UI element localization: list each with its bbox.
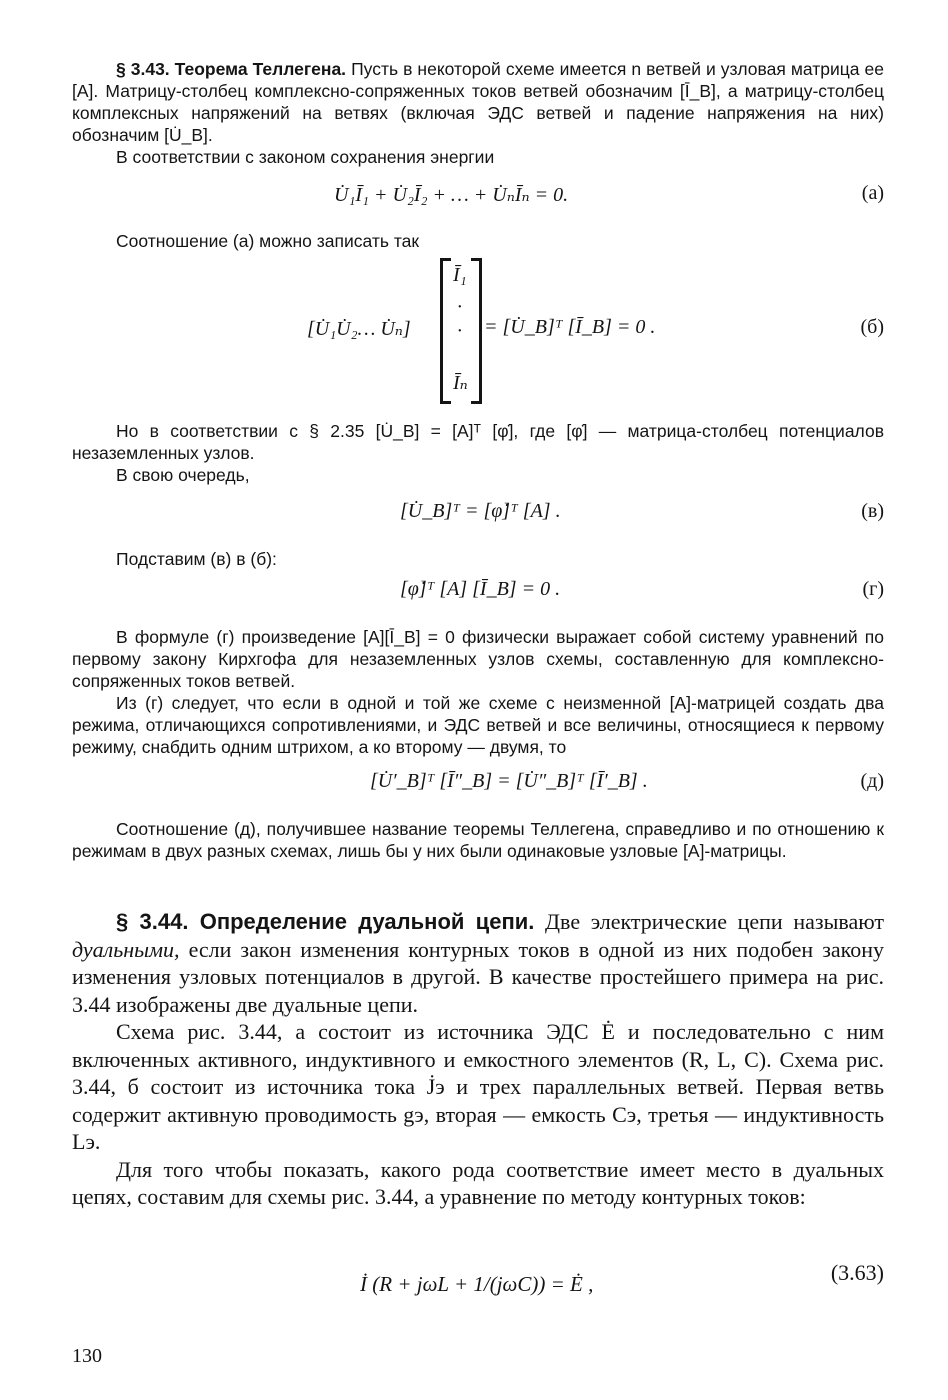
equation-b-left: [U̇₁U̇₂… U̇ₙ]: [307, 318, 411, 340]
section-343-title: § 3.43. Теорема Теллегена.: [116, 59, 347, 79]
closing-text: Соотношение (д), получившее название теоремы Теллегена, справедливо и по отношению к режимам в двух разных схемах, лишь бы у них были одинаковые узловые [A]-матрицы.: [72, 819, 884, 861]
equation-d-formula: [U̇′_B]ᵀ [Ī″_B] = [U̇″_B]ᵀ [Ī′_B] .: [370, 770, 648, 792]
equation-g-number: (г): [862, 578, 884, 600]
section-344-p3: Для того чтобы показать, какого рода соответствие имеет место в дуальных цепях, составим для схемы рис. 3.44, а уравнение по методу контурных токов:: [72, 1156, 884, 1209]
section-344-p1-end: если закон изменения контурных токов в одной из них подобен закону изменения узловых потенциалов в другой. В качестве простейшего примера на рис. 3.44 изображены две дуальные цепи.: [72, 936, 884, 1017]
matrix-top-entry: Ī₁: [453, 264, 467, 286]
equation-v-formula: [U̇_B]ᵀ = [φ̇]ᵀ [A] .: [400, 500, 561, 522]
section-343-intro: [72, 58, 884, 168]
equation-g-formula: [φ̇]ᵀ [A] [Ī_B] = 0 .: [400, 578, 561, 600]
ratio-a-text: Соотношение (а) можно записать так: [116, 231, 420, 251]
page-number: 130: [72, 1345, 102, 1367]
energy-text: В соответствии с законом сохранения энергии: [116, 147, 495, 167]
current-column-matrix: [440, 258, 482, 404]
equation-a-number: (а): [861, 182, 884, 204]
equation-b-number: (б): [860, 316, 884, 338]
formula-text: В формуле (г) произведение [A][Ī_B] = 0 физически выражает собой систему уравнений по первому закону Кирхгофа для незаземленных узлов схемы, составленную для комплексно-сопряженных токов ветвей.: [72, 627, 884, 691]
equation-d: [72, 770, 884, 800]
matrix-bottom-entry: Īₙ: [453, 372, 468, 394]
matrix-dot-2: ·: [457, 320, 462, 342]
equation-363-number: (3.63): [830, 1260, 884, 1285]
matrix-dot-1: ·: [457, 296, 462, 318]
equation-g: [72, 578, 884, 608]
turn-text: В свою очередь,: [116, 465, 250, 485]
equation-a-formula: U̇₁Ī₁ + U̇₂Ī₂ + … + U̇ₙĪₙ = 0.: [334, 184, 569, 206]
closing-paragraph: [72, 818, 884, 862]
subst-text: Подставим (в) в (б):: [116, 549, 277, 569]
section-344-p1-emphasis: дуальными,: [72, 936, 180, 962]
formula-paragraph: [72, 626, 884, 758]
equation-b-right: = [U̇_B]ᵀ [Ī_B] = 0 .: [484, 316, 656, 338]
equation-v: [72, 500, 884, 530]
equation-363: [72, 1260, 884, 1306]
but-paragraph: [72, 420, 884, 486]
but-text: Но в соответствии с § 2.35 [U̇_B] = [A]ᵀ [φ̇], где [φ̇] — матрица-столбец потенциалов незаземленных узлов.: [72, 421, 884, 463]
equation-v-number: (в): [861, 500, 884, 522]
ratio-a-paragraph: [72, 230, 884, 252]
from-text: Из (г) следует, что если в одной и той же схеме с неизменной [A]-матрицей создать два режима, отличающихся сопротивлениями, и ЭДС ветвей и все величины, относящиеся к первому режиму, снабдить одним штрихом, а ко второму — двумя, то: [72, 693, 884, 757]
subst-paragraph: [72, 548, 884, 570]
section-344-title: § 3.44. Определение дуальной цепи.: [116, 909, 535, 934]
equation-363-formula: İ (R + jωL + 1/(jωC)) = Ė ,: [360, 1272, 594, 1296]
equation-d-number: (д): [860, 770, 884, 792]
section-344: [72, 908, 884, 1211]
section-343-intro-text: Пусть в некоторой схеме имеется n ветвей и узловая матрица ее [A]. Матрицу-столбец комплексно-сопряженных токов ветвей обозначим [Ī_B], а матрицу-столбец комплексных напряжений на ветвях (включая ЭДС ветвей и падение напряжения на них) обозначим [U̇_B].: [72, 59, 884, 145]
equation-a: [72, 182, 884, 212]
section-344-p1-start: Две электрические цепи называют: [545, 909, 884, 934]
section-344-p2: Схема рис. 3.44, а состоит из источника ЭДС Ė и последовательно с ним включенных активного, индуктивного и емкостного элементов (R, L, C). Схема рис. 3.44, б состоит из источника тока J̇э и трех параллельных ветвей. Первая ветвь содержит активную проводимость gэ, вторая — емкость Cэ, третья — индуктивность Lэ.: [72, 1019, 884, 1154]
